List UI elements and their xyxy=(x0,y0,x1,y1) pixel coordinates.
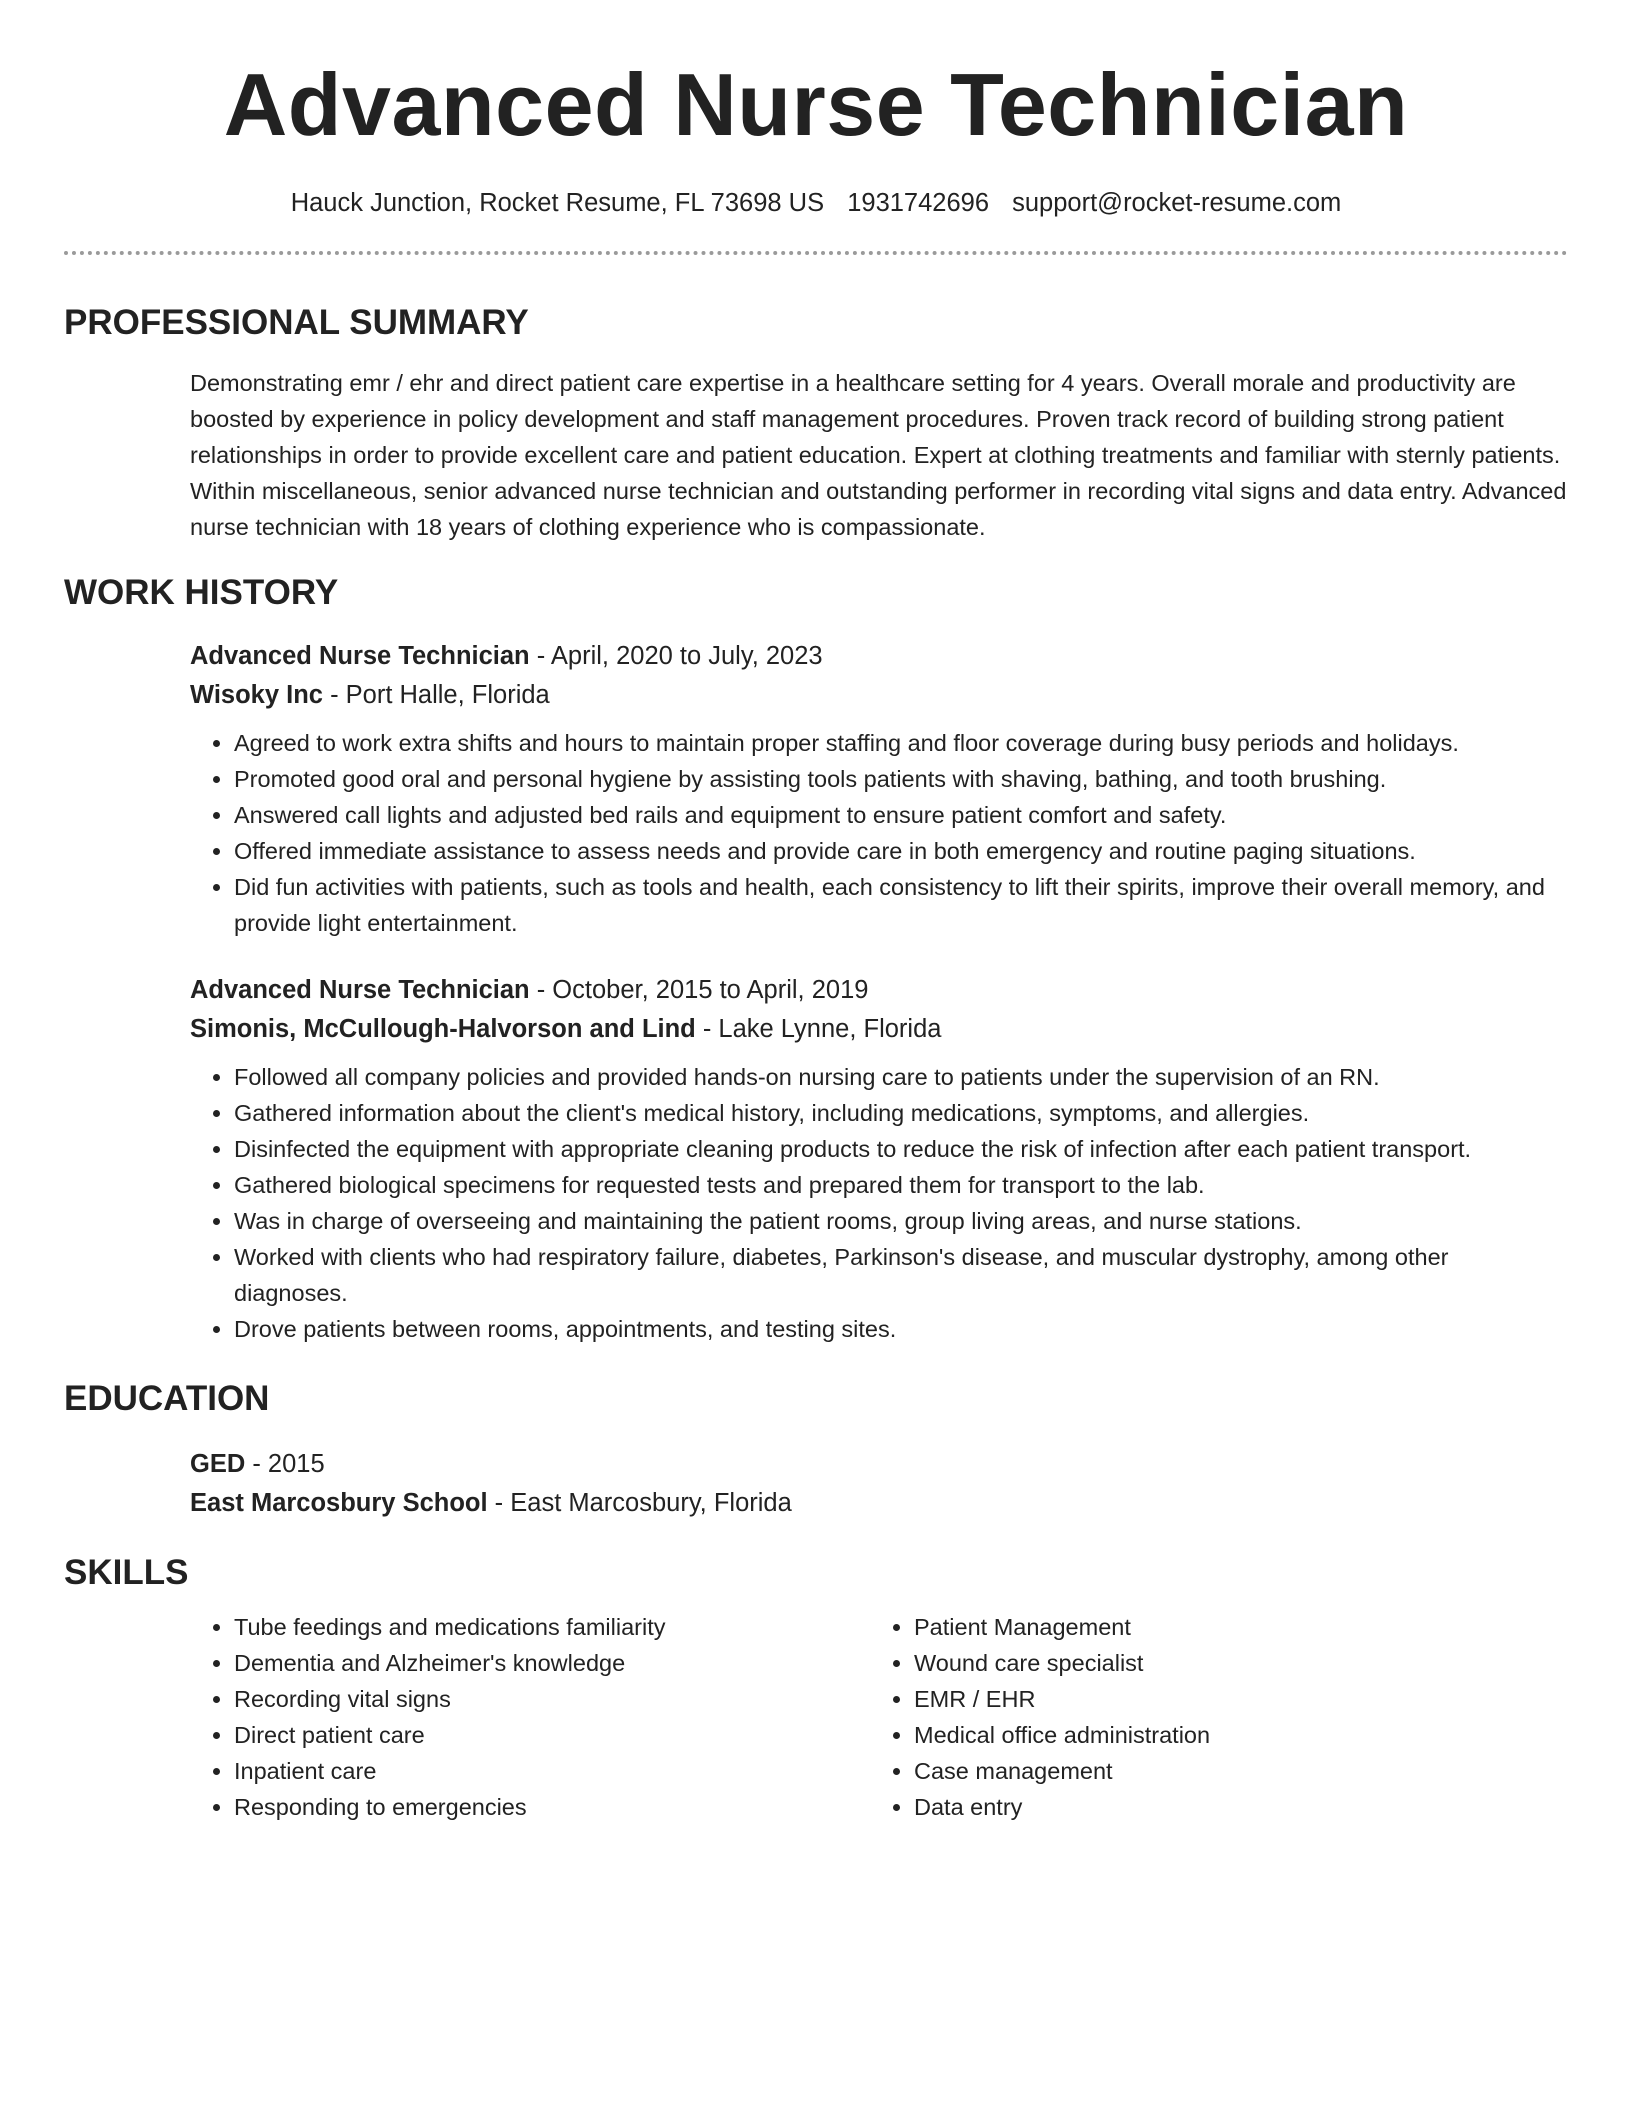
degree-name: GED xyxy=(190,1450,246,1478)
list-item: • Drove patients between rooms, appointments, and testing sites. xyxy=(234,1311,1568,1347)
summary-heading: PROFESSIONAL SUMMARY xyxy=(64,303,529,342)
job-company: Simonis, McCullough-Halvorson and Lind xyxy=(190,1015,696,1043)
contact-email: support@rocket-resume.com xyxy=(1012,189,1342,217)
job-duties-list xyxy=(190,725,1568,941)
skill-item: • Inpatient care xyxy=(234,1753,870,1789)
summary-text: Demonstrating emr / ehr and direct patient care expertise in a healthcare setting for 4 years. Overall morale and productivity are boosted by experience in policy development and staff management procedures. Proven track record of building strong patient relationships in order to provide excellent care and patient education. Expert at clothing treatments and familiar with sternly patients. Within miscellaneous, senior advanced nurse technician and outstanding performer in recording vital signs and data entry. Advanced nurse technician with 18 years of clothing experience who is compassionate. xyxy=(190,370,1567,540)
job-dates: - October, 2015 to April, 2019 xyxy=(529,976,869,1004)
skill-item: • Dementia and Alzheimer's knowledge xyxy=(234,1645,870,1681)
education-heading: EDUCATION xyxy=(64,1379,270,1418)
school-location: - East Marcosbury, Florida xyxy=(487,1489,792,1517)
work-history-heading: WORK HISTORY xyxy=(64,573,339,612)
job-title-line xyxy=(190,637,1568,676)
job-role: Advanced Nurse Technician xyxy=(190,976,530,1004)
contact-phone: 1931742696 xyxy=(847,189,990,217)
list-item: • Promoted good oral and personal hygiene by assisting tools patients with shaving, bathing, and tooth brushing. xyxy=(234,761,1568,797)
list-item: • Disinfected the equipment with appropriate cleaning products to reduce the risk of infection after each patient transport. xyxy=(234,1131,1568,1167)
contact-address: Hauck Junction, Rocket Resume, FL 73698 US xyxy=(290,189,825,217)
list-item: • Offered immediate assistance to assess needs and provide care in both emergency and routine paging situations. xyxy=(234,833,1568,869)
job-location: - Lake Lynne, Florida xyxy=(695,1015,942,1043)
skill-item: • Responding to emergencies xyxy=(234,1789,870,1825)
skill-item: • Tube feedings and medications familiarity xyxy=(234,1609,870,1645)
header-divider xyxy=(64,251,1568,255)
list-item: • Agreed to work extra shifts and hours to maintain proper staffing and floor coverage during busy periods and holidays. xyxy=(234,725,1568,761)
skill-item: • Recording vital signs xyxy=(234,1681,870,1717)
job-location: - Port Halle, Florida xyxy=(322,681,550,709)
job-duties-list xyxy=(190,1059,1568,1347)
job-company-line xyxy=(190,676,1568,715)
job-entry xyxy=(190,637,1568,941)
job-dates: - April, 2020 to July, 2023 xyxy=(529,642,823,670)
skill-item: • Wound care specialist xyxy=(914,1645,1550,1681)
job-title-line xyxy=(190,971,1568,1010)
job-role: Advanced Nurse Technician xyxy=(190,642,530,670)
list-item: • Answered call lights and adjusted bed rails and equipment to ensure patient comfort and safety. xyxy=(234,797,1568,833)
school-line xyxy=(190,1484,1568,1523)
skill-item: • Direct patient care xyxy=(234,1717,870,1753)
school-name: East Marcosbury School xyxy=(190,1489,488,1517)
degree-line xyxy=(190,1445,1568,1484)
skills-grid xyxy=(190,1609,1568,1825)
list-item: • Followed all company policies and provided hands-on nursing care to patients under the supervision of an RN. xyxy=(234,1059,1568,1095)
list-item: • Gathered information about the client's medical history, including medications, symptoms, and allergies. xyxy=(234,1095,1568,1131)
job-entry xyxy=(190,971,1568,1347)
list-item: • Gathered biological specimens for requested tests and prepared them for transport to the lab. xyxy=(234,1167,1568,1203)
degree-year: - 2015 xyxy=(245,1450,325,1478)
skills-heading: SKILLS xyxy=(64,1553,189,1592)
list-item: • Was in charge of overseeing and maintaining the patient rooms, group living areas, and nurse stations. xyxy=(234,1203,1568,1239)
skill-item: • Case management xyxy=(914,1753,1550,1789)
job-company-line xyxy=(190,1010,1568,1049)
candidate-name: Advanced Nurse Technician xyxy=(223,55,1409,154)
skills-list-left xyxy=(190,1609,870,1825)
skill-item: • Data entry xyxy=(914,1789,1550,1825)
contact-line xyxy=(64,187,1568,219)
skill-item: • Medical office administration xyxy=(914,1717,1550,1753)
job-company: Wisoky Inc xyxy=(190,681,323,709)
education-entry xyxy=(190,1445,1568,1523)
skills-list-right xyxy=(870,1609,1550,1825)
list-item: • Did fun activities with patients, such as tools and health, each consistency to lift their spirits, improve their overall memory, and provide light entertainment. xyxy=(234,869,1568,941)
list-item: • Worked with clients who had respiratory failure, diabetes, Parkinson's disease, and muscular dystrophy, among other diagnoses. xyxy=(234,1239,1568,1311)
skill-item: • EMR / EHR xyxy=(914,1681,1550,1717)
skill-item: • Patient Management xyxy=(914,1609,1550,1645)
